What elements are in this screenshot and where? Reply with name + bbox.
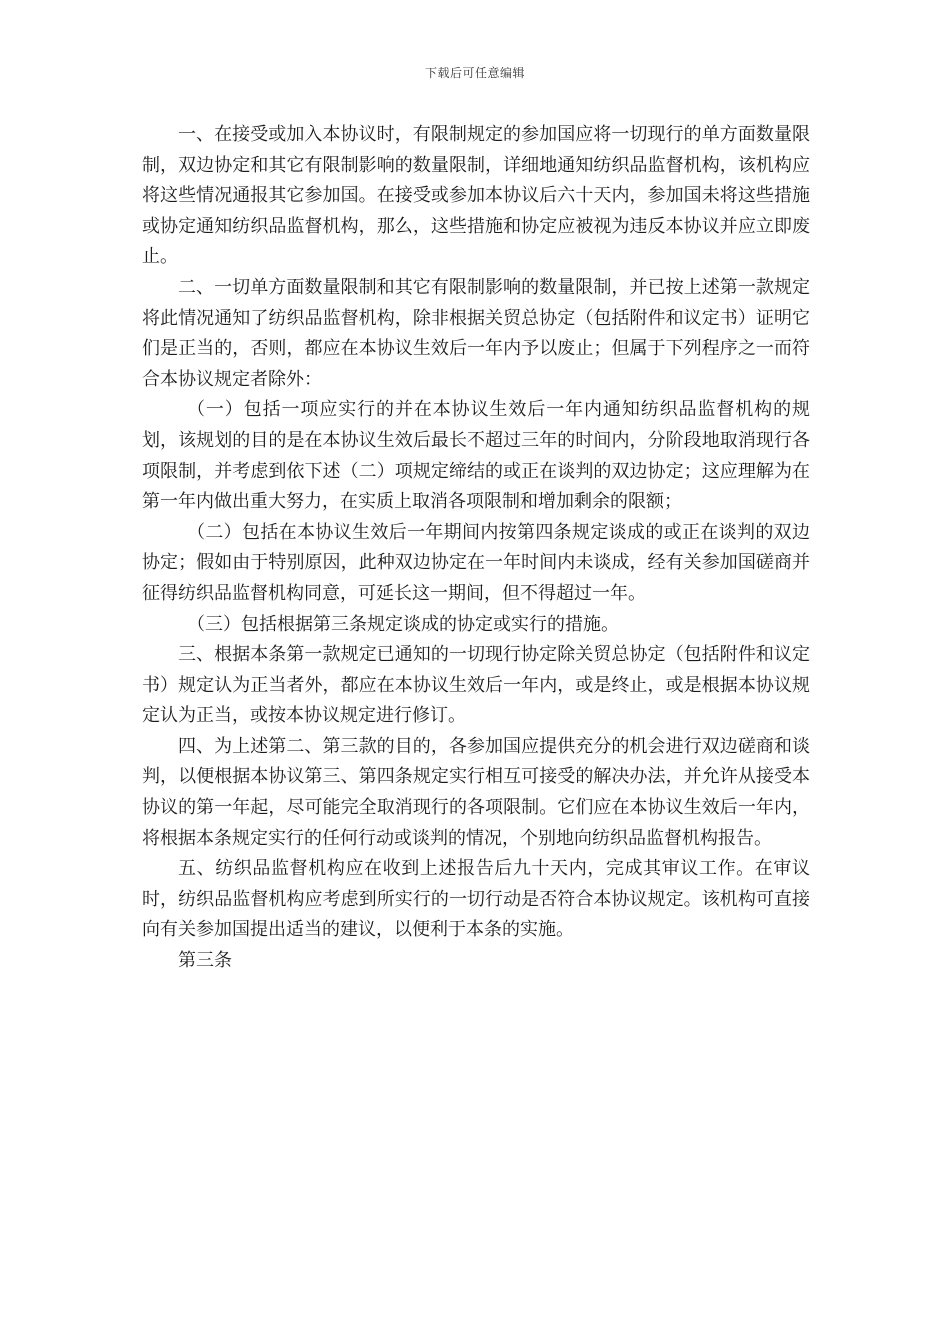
paragraph-2-item-3: （三）包括根据第三条规定谈成的协定或实行的措施。 [187, 613, 619, 635]
paragraph-5: 五、纺织品监督机构应在收到上述报告后九十天内，完成其审议工作。在审议时，纺织品监督机构应考虑到所实行的一切行动是否符合本协议规定。该机构可直接向有关参加国提出适当的建议，以便利于本条的实施。 [142, 858, 810, 941]
page-header: 下载后可任意编辑 [424, 66, 525, 80]
paragraph-3: 三、根据本条第一款规定已通知的一切现行协定除关贸总协定（包括附件和议定书）规定认为正当者外，都应在本协议生效后一年内，或是终止，或是根据本协议规定认为正当，或按本协议规定进行修订。 [142, 644, 810, 727]
paragraph-2-item-2: （二）包括在本协议生效后一年期间内按第四条规定谈成的或正在谈判的双边协定；假如由于特别原因，此种双边协定在一年时间内未谈成，经有关参加国磋商并征得纺织品监督机构同意，可延长这一期间，但不得超过一年。 [142, 521, 810, 604]
paragraph-1: 一、在接受或加入本协议时，有限制规定的参加国应将一切现行的单方面数量限制，双边协定和其它有限制影响的数量限制，详细地通知纺织品监督机构，该机构应将这些情况通报其它参加国。在接受或参加本协议后六十天内，参加国未将这些措施或协定通知纺织品监督机构，那么，这些措施和协定应被视为违反本协议并应立即废止。 [142, 124, 810, 268]
paragraph-2: 二、一切单方面数量限制和其它有限制影响的数量限制，并已按上述第一款规定将此情况通知了纺织品监督机构，除非根据关贸总协定（包括附件和议定书）证明它们是正当的，否则，都应在本协议生效后一年内予以废止；但属于下列程序之一而符合本协议规定者除外： [142, 276, 810, 390]
paragraph-2-item-1: （一）包括一项应实行的并在本协议生效后一年内通知纺织品监督机构的规划，该规划的目的是在本协议生效后最长不超过三年的时间内，分阶段地取消现行各项限制，并考虑到依下述（二）项规定缔结的或正在谈判的双边协定；这应理解为在第一年内做出重大努力，在实质上取消各项限制和增加剩余的限额； [142, 399, 810, 513]
paragraph-4: 四、为上述第二、第三款的目的，各参加国应提供充分的机会进行双边磋商和谈判，以便根据本协议第三、第四条规定实行相互可接受的解决办法，并允许从接受本协议的第一年起，尽可能完全取消现行的各项限制。它们应在本协议生效后一年内，将根据本条规定实行的任何行动或谈判的情况，个别地向纺织品监督机构报告。 [142, 735, 810, 849]
document-body [142, 120, 810, 977]
article-heading: 第三条 [178, 950, 232, 972]
